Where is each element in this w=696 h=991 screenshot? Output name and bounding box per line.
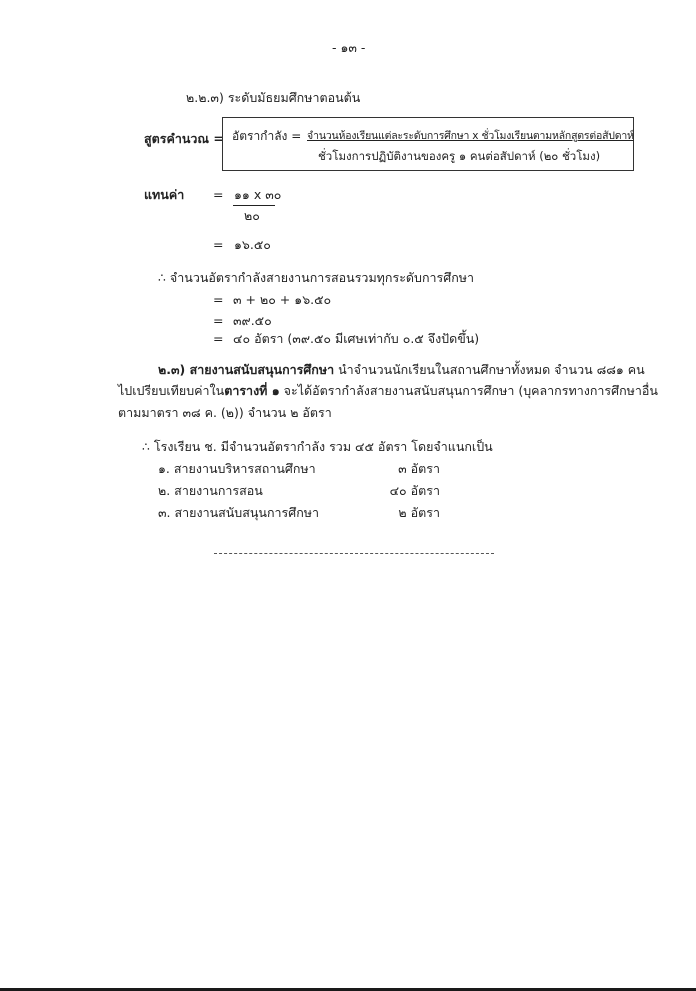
total-line: ๔๐ อัตรา (๓๙.๕๐ มีเศษเท่ากับ ๐.๕ จึงปัดขึ้น)	[233, 331, 480, 346]
fraction-bar	[233, 205, 275, 206]
total-line-eq: =	[213, 292, 224, 307]
summary-item-label: ๑. สายงานบริหารสถานศึกษา	[158, 461, 316, 476]
total-line-eq: =	[213, 313, 224, 328]
summary-heading: ∴ โรงเรียน ช. มีจำนวนอัตรากำลัง รวม ๔๕ อัตรา โดยจำแนกเป็น	[142, 439, 493, 454]
substitution-label: แทนค่า	[144, 187, 185, 202]
support-paragraph-line1	[158, 362, 645, 378]
support-paragraph-line2	[118, 383, 658, 399]
summary-item-count: ๔๐ อัตรา	[389, 483, 440, 498]
formula-left-text: อัตรากำลัง =	[232, 129, 302, 143]
total-line: ๓๙.๕๐	[233, 313, 272, 328]
summary-item-label: ๓. สายงานสนับสนุนการศึกษา	[158, 505, 320, 520]
formula-denominator: ชั่วโมงการปฏิบัติงานของครู ๑ คนต่อสัปดาห์ (๒๐ ชั่วโมง)	[318, 149, 601, 163]
substitution-denominator: ๒๐	[244, 208, 260, 223]
summary-item-count: ๒ อัตรา	[398, 505, 440, 520]
support-line2-pre: ไปเปรียบเทียบค่าใน	[118, 383, 225, 398]
support-line2-post: จะได้อัตรากำลังสายงานสนับสนุนการศึกษา (บุคลากรทางการศึกษาอื่น	[279, 383, 658, 398]
substitution-result: ๑๖.๕๐	[234, 237, 271, 252]
total-teaching-heading: ∴ จำนวนอัตรากำลังสายงานการสอนรวมทุกระดับการศึกษา	[158, 270, 475, 285]
total-line: ๓ + ๒๐ + ๑๖.๕๐	[233, 292, 332, 307]
formula-numerator: จำนวนห้องเรียนแต่ละระดับการศึกษา x ชั่วโมงเรียนตามหลักสูตรต่อสัปดาห์	[307, 130, 634, 142]
total-line-eq: =	[213, 331, 224, 346]
substitution-eq: =	[213, 187, 224, 202]
support-title: ๒.๓) สายงานสนับสนุนการศึกษา	[158, 362, 335, 377]
end-divider	[214, 553, 494, 554]
summary-item-label: ๒. สายงานการสอน	[158, 483, 263, 498]
summary-item-count: ๓ อัตรา	[398, 461, 440, 476]
section-header: ๒.๒.๓) ระดับมัธยมศึกษาตอนต้น	[186, 90, 361, 105]
table-reference: ตารางที่ ๑	[224, 383, 280, 398]
result-eq: =	[213, 237, 224, 252]
substitution-numerator: ๑๑ x ๓๐	[234, 187, 282, 202]
support-paragraph-line3: ตามมาตรา ๓๘ ค. (๒)) จำนวน ๒ อัตรา	[118, 405, 332, 420]
support-line1-text: นำจำนวนนักเรียนในสถานศึกษาทั้งหมด จำนวน ๘๘๑ คน	[334, 362, 645, 377]
formula-label: สูตรคำนวณ =	[144, 131, 224, 146]
page-number: - ๑๓ -	[332, 40, 366, 55]
